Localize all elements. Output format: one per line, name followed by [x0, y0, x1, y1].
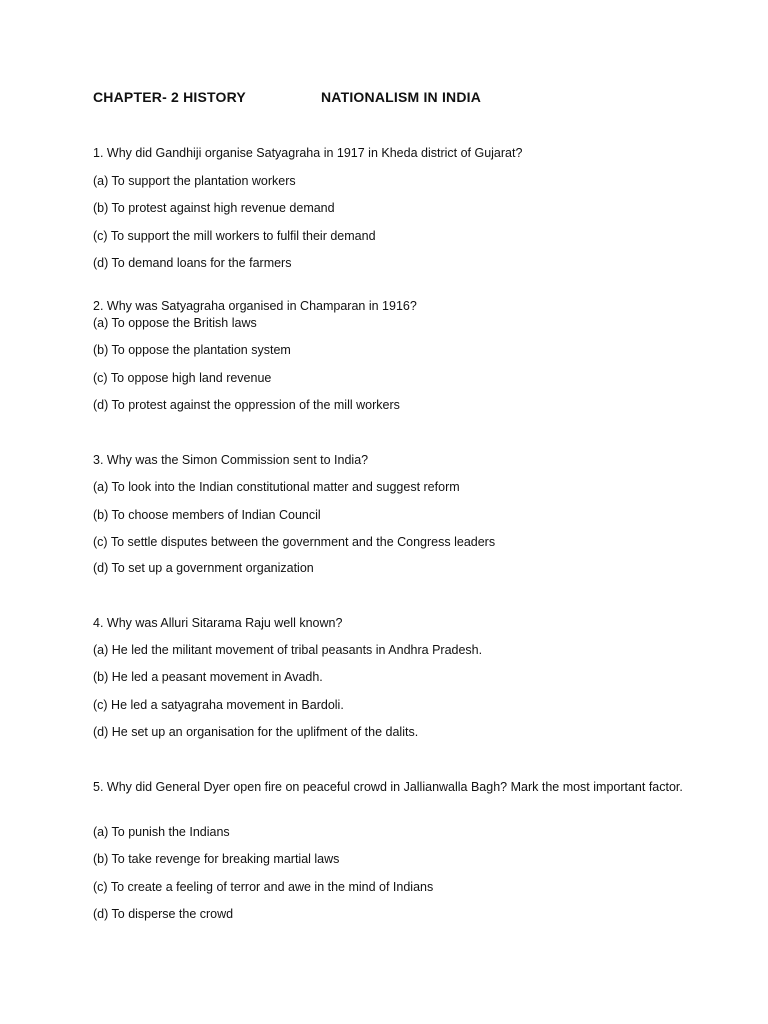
- question-2-option-a: (a) To oppose the British laws: [93, 316, 257, 330]
- question-1: 1. Why did Gandhiji organise Satyagraha in 1917 in Kheda district of Gujarat?: [93, 146, 523, 160]
- question-5-option-c: (c) To create a feeling of terror and awe in the mind of Indians: [93, 880, 434, 894]
- question-4-option-b: (b) He led a peasant movement in Avadh.: [93, 670, 323, 684]
- question-2-option-c: (c) To oppose high land revenue: [93, 371, 272, 385]
- document-title: NATIONALISM IN INDIA: [321, 89, 482, 105]
- question-1-option-d: (d) To demand loans for the farmers: [93, 256, 292, 270]
- question-5: 5. Why did General Dyer open fire on peaceful crowd in Jallianwalla Bagh? Mark the most important factor.: [93, 780, 683, 794]
- question-4-option-c: (c) He led a satyagraha movement in Bardoli.: [93, 698, 344, 712]
- question-3-option-b: (b) To choose members of Indian Council: [93, 508, 321, 522]
- question-2: 2. Why was Satyagraha organised in Champaran in 1916?: [93, 299, 417, 313]
- question-1-option-c: (c) To support the mill workers to fulfil their demand: [93, 229, 376, 243]
- question-3-option-d: (d) To set up a government organization: [93, 561, 314, 575]
- chapter-heading: CHAPTER- 2 HISTORY: [93, 89, 246, 105]
- question-2-option-d: (d) To protest against the oppression of the mill workers: [93, 398, 400, 412]
- question-2-option-b: (b) To oppose the plantation system: [93, 343, 291, 357]
- question-1-option-b: (b) To protest against high revenue demand: [93, 201, 335, 215]
- question-3: 3. Why was the Simon Commission sent to India?: [93, 453, 369, 467]
- question-3-option-c: (c) To settle disputes between the government and the Congress leaders: [93, 535, 496, 549]
- question-5-option-d: (d) To disperse the crowd: [93, 907, 234, 921]
- question-5-option-b: (b) To take revenge for breaking martial laws: [93, 852, 340, 866]
- question-4: 4. Why was Alluri Sitarama Raju well known?: [93, 616, 343, 630]
- question-5-option-a: (a) To punish the Indians: [93, 825, 230, 839]
- question-4-option-d: (d) He set up an organisation for the uplifment of the dalits.: [93, 725, 419, 739]
- question-4-option-a: (a) He led the militant movement of tribal peasants in Andhra Pradesh.: [93, 643, 483, 657]
- question-1-option-a: (a) To support the plantation workers: [93, 174, 296, 188]
- question-3-option-a: (a) To look into the Indian constitutional matter and suggest reform: [93, 480, 460, 494]
